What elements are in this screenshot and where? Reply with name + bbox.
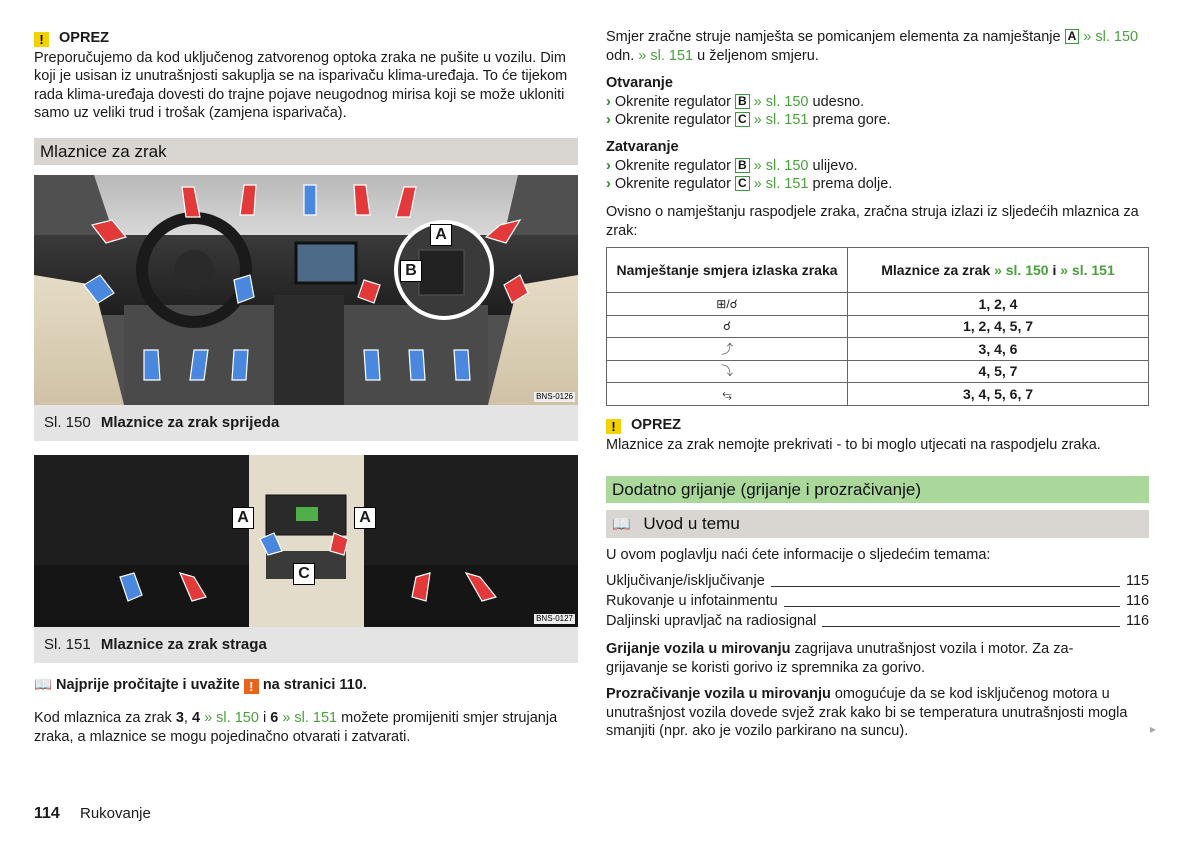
- figure-ref-link[interactable]: » sl. 150: [753, 93, 809, 110]
- element-c-marker: C: [735, 176, 750, 191]
- table-row: [607, 293, 1149, 316]
- table-row: [607, 360, 1149, 383]
- caption-number: Sl. 151: [44, 636, 91, 653]
- chevron-right-icon: ›: [606, 112, 611, 128]
- chevron-right-icon: ›: [606, 93, 611, 110]
- figure-ref-link[interactable]: » sl. 151: [753, 112, 809, 128]
- paragraph-parking-heating: [606, 640, 1106, 677]
- header-text: i: [1052, 261, 1057, 278]
- topics-intro: U ovom poglavlju naći ćete informacije o sljedećim temama:: [606, 547, 991, 563]
- distribution-text: Ovisno o namještanju raspodjele zraka, zračna struja izlazi iz sljedećih mlaznica za zrak:: [606, 204, 1139, 239]
- book-icon: 📖: [34, 677, 53, 693]
- intro-paragraph: [606, 28, 1151, 65]
- read-first-link[interactable]: na stranici 110.: [262, 677, 367, 693]
- step-text: Okrenite regulator: [614, 112, 731, 128]
- table-row: [607, 315, 1149, 338]
- warning-icon: !: [244, 679, 259, 694]
- toc-page: 115: [1126, 573, 1150, 589]
- figure-ref-link[interactable]: » sl. 150: [753, 157, 809, 174]
- table-row: [607, 338, 1149, 361]
- para-text: zagrijava unutrašnjost vozila i motor. Za za-grijavanje se koristi gorivo iz spremnika za gorivo.: [606, 641, 1074, 676]
- figure-front-air-vents: [34, 175, 578, 405]
- closing-title: Zatvaranje: [606, 139, 679, 155]
- caption-text: Mlaznice za zrak straga: [100, 636, 267, 653]
- paragraph-parking-ventilation: [606, 685, 1136, 741]
- figure-ref-link[interactable]: » sl. 151: [638, 47, 694, 64]
- continue-arrow-icon: ▸: [1150, 722, 1157, 736]
- read-first-prefix: Najprije pročitajte i uvažite: [56, 677, 240, 693]
- windshield-and-head-icon: ☌: [607, 315, 848, 338]
- subsection-title: Uvod u temu: [643, 514, 740, 533]
- step-item: [606, 175, 1151, 194]
- chevron-right-icon: ›: [606, 157, 611, 174]
- front-dashboard-illustration: [34, 175, 578, 405]
- toc-label: Uključivanje/isključivanje: [606, 573, 765, 589]
- caution-block-2: [606, 416, 1151, 454]
- para-bold: Prozračivanje vozila u mirovanju: [606, 686, 831, 702]
- toc-leader: [784, 606, 1120, 607]
- table-cell-vents: 1, 2, 4: [848, 293, 1149, 316]
- table-cell-vents: 3, 4, 6: [848, 338, 1149, 361]
- para-text: možete promijeniti smjer strujanja zraka, a mlaznice se mogu pojedinačno otvarati i zatvarati.: [34, 710, 558, 745]
- caution-text: Mlaznice za zrak nemojte prekrivati - to bi moglo utjecati na raspodjelu zraka.: [606, 436, 1101, 453]
- table-cell-vents: 3, 4, 5, 6, 7: [848, 383, 1149, 406]
- figure-ref-link[interactable]: » sl. 150: [204, 710, 259, 726]
- rear-console-illustration: [34, 455, 578, 627]
- step-text: Okrenite regulator: [614, 93, 731, 110]
- figure-150-caption: [34, 405, 578, 441]
- section-title-auxiliary-heating: Dodatno grijanje (grijanje i prozračivanje): [606, 476, 1149, 503]
- figure-rear-air-vents: [34, 455, 578, 627]
- figure-ref-link[interactable]: » sl. 150: [994, 261, 1049, 278]
- figure-label-a-left: A: [232, 507, 254, 529]
- element-b-marker: B: [735, 94, 750, 109]
- toc-page: 116: [1126, 613, 1150, 629]
- para-bold: Grijanje vozila u mirovanju: [606, 641, 791, 657]
- step-text: Okrenite regulator: [614, 157, 731, 174]
- figure-151-caption: [34, 627, 578, 663]
- caution-title: OPREZ: [631, 417, 681, 433]
- toc-label: Rukovanje u infotainmentu: [606, 593, 778, 609]
- step-item: [606, 157, 1151, 176]
- figure-code: BNS-0127: [536, 614, 573, 623]
- read-first-note: [34, 676, 578, 695]
- para-text: ,: [183, 710, 192, 726]
- toc-leader: [771, 586, 1120, 587]
- table-header-setting: Namještanje smjera izlaska zraka: [607, 248, 848, 293]
- feet-icon: ⤵: [607, 360, 848, 383]
- book-icon: 📖: [612, 516, 631, 533]
- page-number: 114: [34, 805, 60, 822]
- para-bold: 4: [191, 710, 201, 726]
- warning-icon: !: [606, 419, 621, 434]
- table-header-vents: [848, 248, 1149, 293]
- table-cell-vents: 1, 2, 4, 5, 7: [848, 315, 1149, 338]
- para-bold: 6: [270, 710, 279, 726]
- intro-text: Smjer zračne struje namješta se pomicanjem elementa za namještanje: [606, 29, 1061, 45]
- figure-label-b: B: [400, 260, 422, 282]
- toc-page: 116: [1126, 593, 1150, 609]
- subsection-title-intro: [606, 510, 1149, 538]
- figure-code: BNS-0126: [536, 392, 573, 401]
- para-bold: 3: [175, 710, 184, 726]
- head-icon: ⤴: [607, 338, 848, 361]
- toc-leader: [822, 626, 1120, 627]
- element-b-marker: B: [735, 158, 750, 173]
- toc-entry[interactable]: [606, 572, 1148, 591]
- figure-ref-link[interactable]: » sl. 150: [1083, 29, 1139, 45]
- figure-label-a-right: A: [354, 507, 376, 529]
- para-text: i: [258, 710, 271, 726]
- page-footer: [34, 805, 151, 824]
- caution-block-1: [34, 29, 578, 123]
- section-title-air-vents: Mlaznice za zrak: [34, 138, 578, 165]
- step-text: ulijevo.: [812, 157, 858, 174]
- toc-entry[interactable]: [606, 592, 1148, 611]
- element-a-marker: A: [1065, 29, 1080, 44]
- defrost-and-windshield-icon: ⊞/☌: [607, 293, 848, 316]
- air-distribution-table: [606, 247, 1149, 406]
- table-cell-vents: 4, 5, 7: [848, 360, 1149, 383]
- caption-text: Mlaznice za zrak sprijeda: [100, 414, 280, 431]
- caution-title: OPREZ: [59, 30, 109, 46]
- figure-ref-link[interactable]: » sl. 151: [1060, 261, 1115, 278]
- caption-number: Sl. 150: [44, 414, 91, 431]
- intro-text: odn.: [606, 47, 635, 64]
- figure-label-a: A: [430, 224, 452, 246]
- step-text: prema dolje.: [812, 176, 893, 192]
- toc-label: Daljinski upravljač na radiosignal: [606, 613, 817, 629]
- step-text: udesno.: [812, 93, 865, 110]
- closing-steps: [606, 138, 1151, 194]
- table-row: [607, 383, 1149, 406]
- step-item: [606, 111, 1151, 130]
- header-text: Mlaznice za zrak: [881, 261, 991, 278]
- element-c-marker: C: [735, 112, 750, 127]
- opening-title: Otvaranje: [606, 75, 673, 91]
- warning-icon: !: [34, 32, 49, 47]
- chapter-name: Rukovanje: [79, 805, 151, 822]
- step-text: prema gore.: [812, 112, 891, 128]
- para-text: omogućuje da se kod isključenog motora u unutrašnjost vozila dovede svjež zrak kako bi se temperatura unutrašnjosti mogla smanjiti (npr. ako je vozilo parkirano na suncu).: [606, 686, 1128, 739]
- para-text: Kod mlaznica za zrak: [34, 710, 176, 726]
- vent-paragraph: [34, 709, 578, 746]
- figure-ref-link[interactable]: » sl. 151: [753, 176, 809, 192]
- opening-steps: [606, 74, 1151, 130]
- intro-text: u željenom smjeru.: [697, 47, 819, 64]
- step-text: Okrenite regulator: [614, 176, 731, 192]
- step-item: [606, 93, 1151, 112]
- head-and-feet-icon: ⥃: [607, 383, 848, 406]
- figure-ref-link[interactable]: » sl. 151: [282, 710, 338, 726]
- chevron-right-icon: ›: [606, 176, 611, 192]
- caution-text: Preporučujemo da kod uključenog zatvorenog optoka zraka ne pušite u vozilu. Dim koji je usisan iz unutrašnjosti sakuplja se na isparivaču klima-uređaja. To će tijekom rada klima-uređaja dovesti do trajne pojave neugodnog mirisa koji se može ukloniti samo uz veliki trud i trošak (zamjena isparivača).: [34, 49, 568, 121]
- table-header-row: [607, 248, 1149, 293]
- figure-label-c: C: [293, 563, 315, 585]
- toc-entry[interactable]: [606, 612, 1148, 631]
